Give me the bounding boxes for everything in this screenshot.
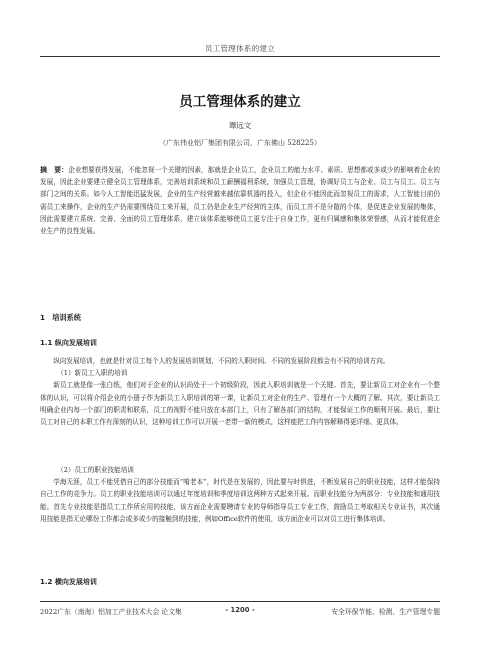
- paper-title: 员工管理体系的建立: [179, 94, 301, 110]
- paragraph: 新员工就是像一张白纸，他们对于企业的认识尚处于一个初级阶段，因此入职培训就是一个关键。首先，要让新员工对企业有一个整体的认识，可以将介绍企业的小册子作为新员工入职培训的第一课，让新员工对企业的生产、管理有一个大概的了解。其次，要让新员工明确企业内每一个部门的职责和联系，员工的视野不能只放在本部门上，只有了解各部门的结构，才能保证工作的顺利开展。最后，要让员工对自己的本职工作有深刻的认识，这种培训工作可以开展一老带一新的模式，这样能把工作内容解释得更详细、更具体。: [40, 381, 440, 427]
- abstract-label: 摘 要：: [40, 166, 69, 174]
- author-affiliation: （广东伟业铝厂集团有限公司，广东佛山 528225）: [159, 139, 321, 147]
- section-1-1-body-b: [40, 464, 440, 525]
- paragraph: 学海无涯，员工不能凭借自己的部分技能而“啃老本”，时代是在发展的，因此要与时俱进，不断发展自己的职业技能，这样才能保持自己工作的竞争力。员工的职业技能培训可以通过年度培训和季度培训这两种方式起来开展。而职业技能分为两部分：专业技能和通用技能。首先专业技能是指员工工作所应用的技能，该方面企业需要聘请专业的导师指导员工专业工作，鼓励员工考取相关专业证书，其次通用技能是指无论哪份工作都会或多或少的接触到的技能，例如Office软件的使用，该方面企业可以对员工进行集体培训。: [40, 478, 440, 523]
- header-rule: [40, 56, 440, 57]
- section-heading-1: 1 培训系统: [40, 313, 81, 322]
- footer-rule: [40, 601, 440, 602]
- paragraph: 纵向发展培训，也就是针对员工每个人的发展培训规划，不同的入职时间、不同的发展阶段都会有不同的培训方向。: [53, 357, 390, 365]
- running-header: 员工管理体系的建立: [204, 44, 276, 53]
- section-1-1-body-a: [40, 355, 440, 428]
- footer-topic: 安全环保节能、检测、生产管理专题: [331, 608, 440, 616]
- section-heading-1-2: 1.2 横向发展培训: [40, 578, 97, 586]
- abstract: [40, 164, 440, 237]
- section-heading-1-1: 1.1 纵向发展培训: [40, 339, 97, 347]
- author-name: 谭远文: [228, 121, 252, 130]
- subheading-skills-training: （2）员工的职业技能培训: [57, 466, 134, 474]
- subheading-new-employee: （1）新员工入职的培训: [57, 369, 128, 378]
- abstract-text: 企业想要获得发展，不能忽视一个关键的因素，那就是企业员工，企业员工的能力水平、素质、思想都或多或少的影响着企业的发展，因此企业要建立健全员工管理体系，完善培训系统和员工薪酬福利系统，加强员工管理，协调好员工与企业、员工与员工、员工与部门之间的关系。如今人工智能迅猛发展，企业的生产经营越来越依靠机器的投入，但企业不能因此而忽视员工的需求，人工智能目前仍需员工来操作，企业的生产仍需要围绕员工来开展，员工仍是企业生产经营的主体，而员工并不是分散的个体，是促进企业发展的集体，因此需要建立系统、完善、全面的员工管理体系，建立该体系能够使员工更专注于自身工作，更有归属感和集体荣誉感，从而才能促进企业生产的良性发展。: [40, 166, 440, 236]
- page-number: - 1200 -: [225, 606, 255, 614]
- footer-proceedings: 2022广东（南海）铝加工产业技术大会 论文集: [40, 608, 182, 616]
